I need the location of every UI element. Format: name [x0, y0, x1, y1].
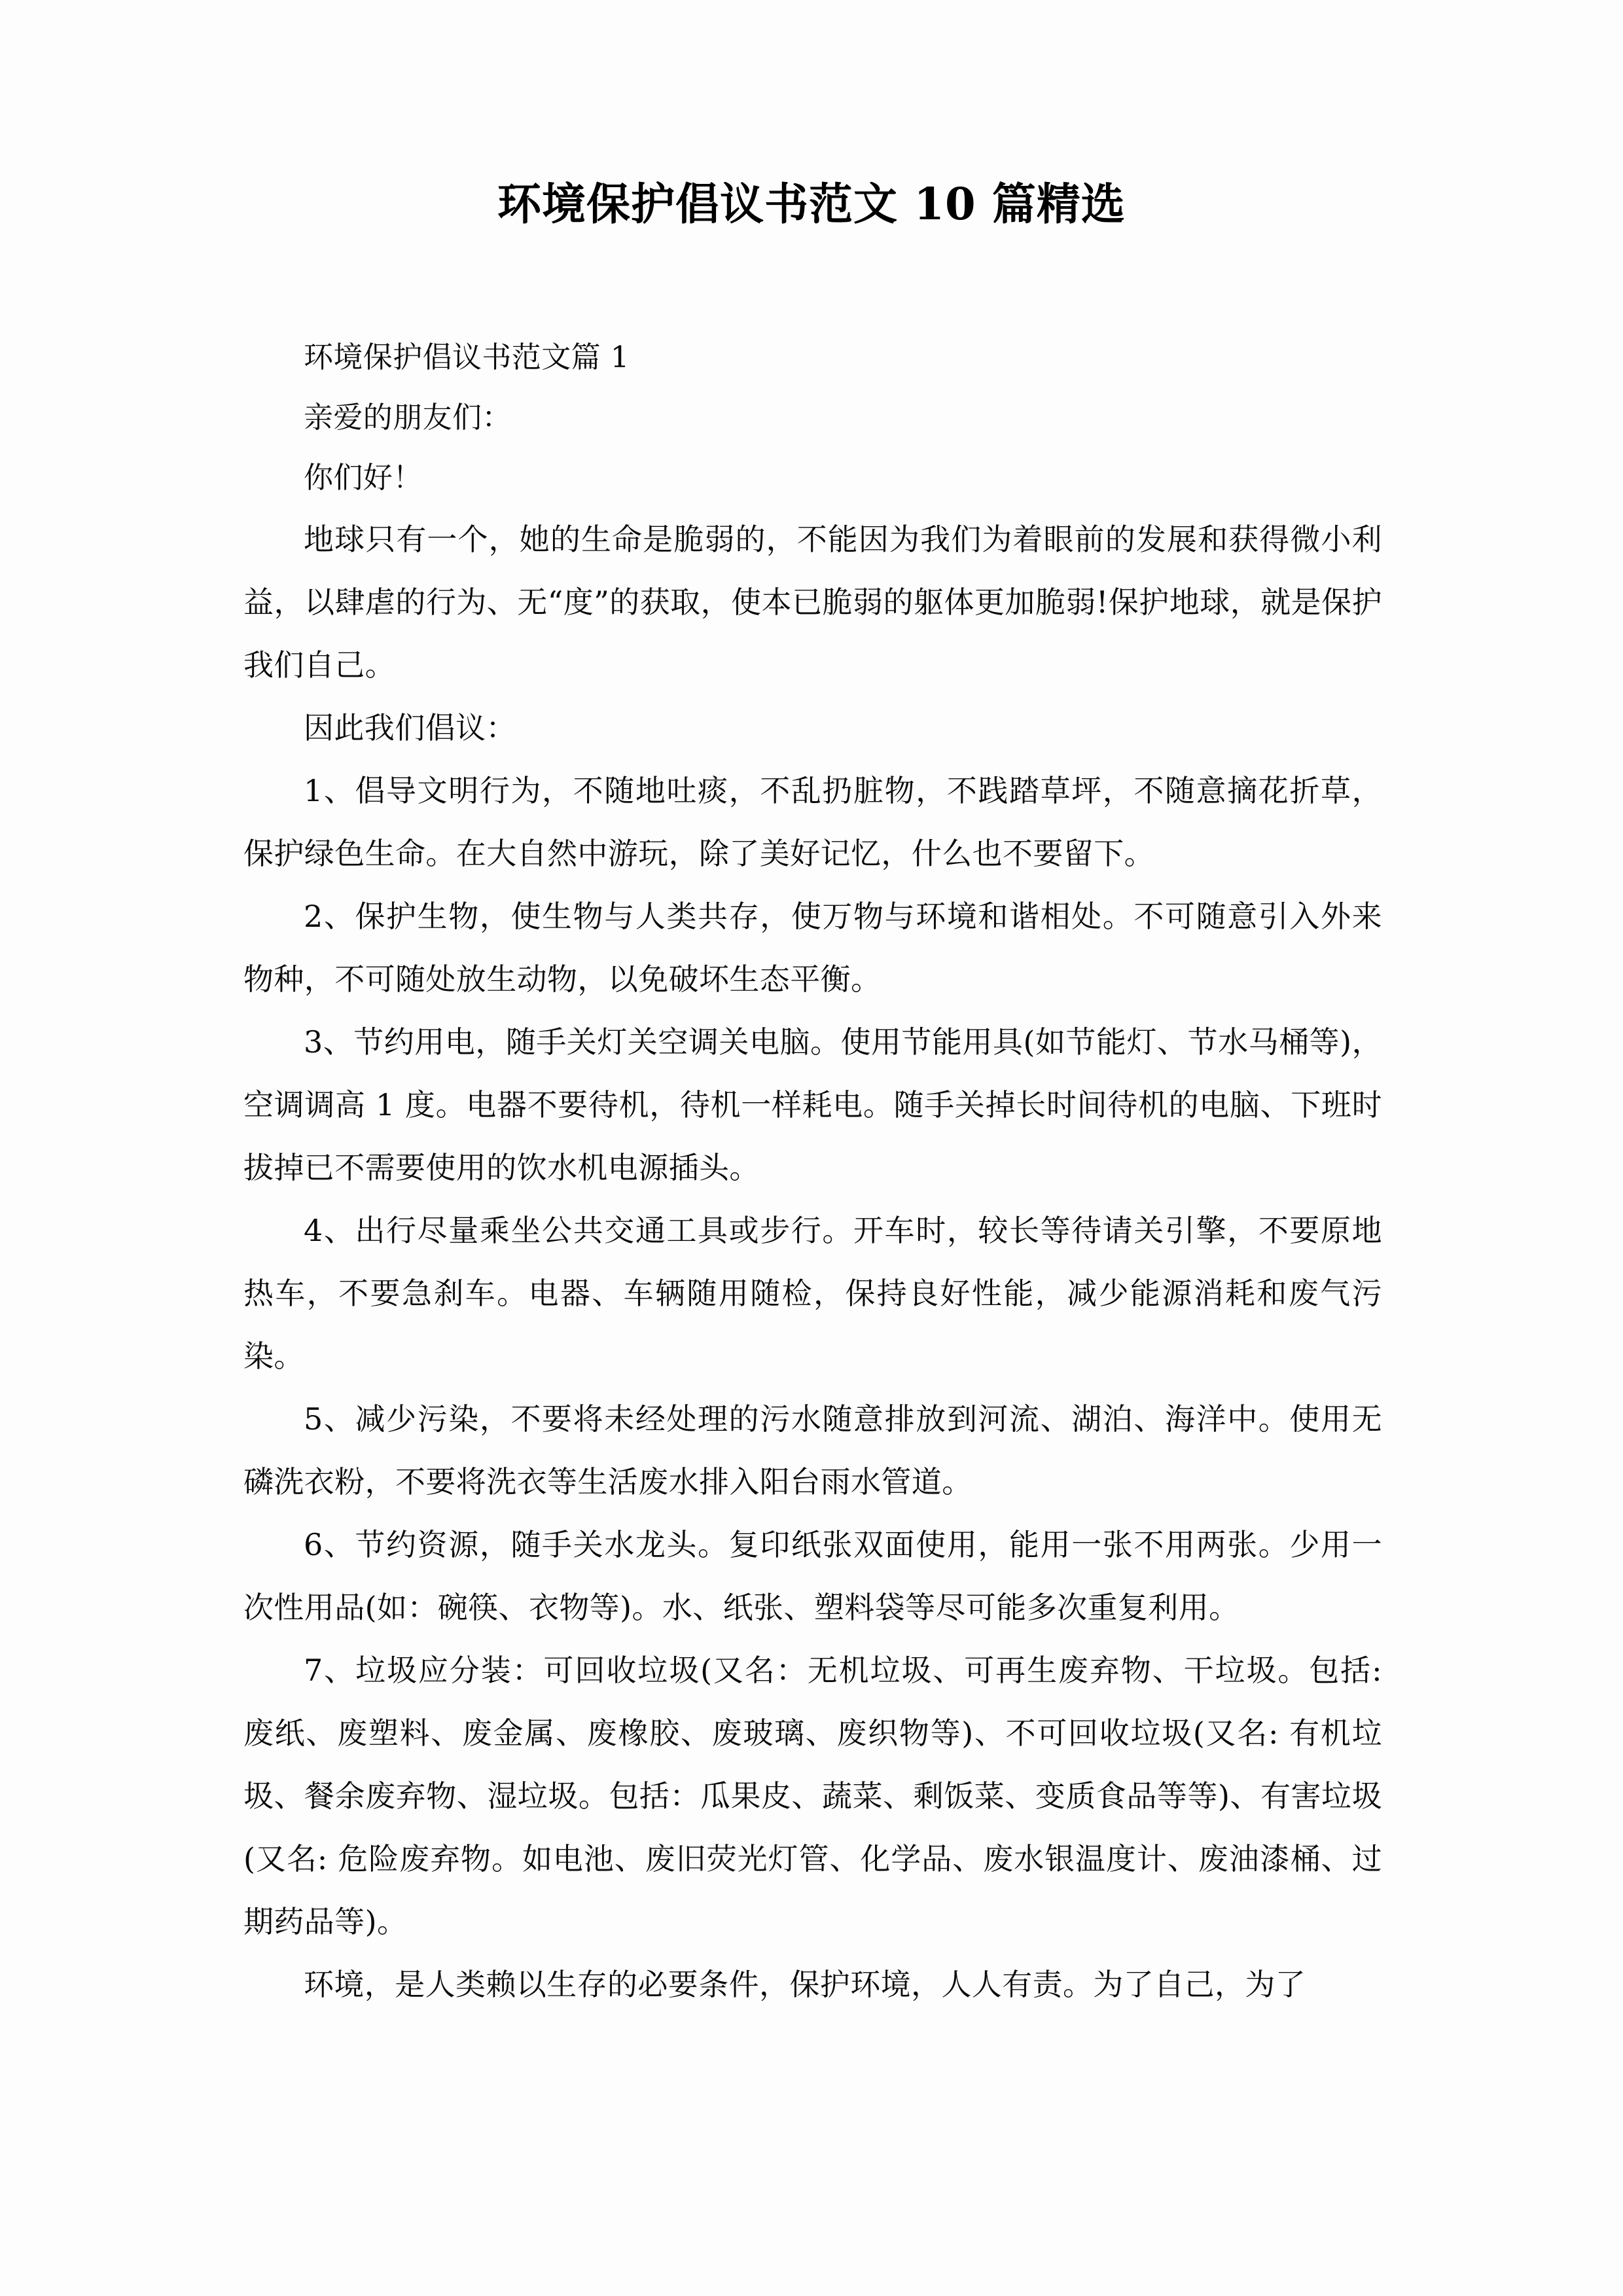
greeting: 你们好！	[304, 460, 423, 495]
proposal-item-1: 1、倡导文明行为，不随地吐痰，不乱扔脏物，不践踏草坪，不随意摘花折草，保护绿色生命。在大自然中游玩，除了美好记忆，什么也不要留下。	[243, 773, 1382, 871]
proposal-item-7: 7、垃圾应分装：可回收垃圾(又名：无机垃圾、可再生废弃物、干垃圾。包括: 废纸、废塑料、废金属、废橡胶、废玻璃、废织物等)、不可回收垃圾(又名: 有机垃圾、餐余废弃物、湿垃圾。包括：瓜果皮、蔬菜、剩饭菜、变质食品等等)、有害垃圾(又名: 危险废弃物。如电池、废旧荧光灯管、化学品、废水银温度计、废油漆桶、过期药品等)。	[243, 1653, 1382, 1939]
page-title: 环境保护倡议书范文 10 篇精选	[497, 178, 1126, 230]
paragraph-intro: 地球只有一个，她的生命是脆弱的，不能因为我们为着眼前的发展和获得微小利益，以肆虐的行为、无“度”的获取，使本已脆弱的躯体更加脆弱!保护地球，就是保护我们自己。	[243, 522, 1382, 683]
paragraph-call-to-action: 因此我们倡议：	[304, 710, 516, 745]
proposal-item-2: 2、保护生物，使生物与人类共存，使万物与环境和谐相处。不可随意引入外来物种，不可随处放生动物，以免破坏生态平衡。	[243, 899, 1382, 997]
salutation: 亲爱的朋友们：	[304, 400, 512, 435]
paragraph-closing: 环境，是人类赖以生存的必要条件，保护环境，人人有责。为了自己，为了	[304, 1967, 1306, 2002]
document-body	[243, 327, 1382, 2016]
proposal-item-3: 3、节约用电，随手关灯关空调关电脑。使用节能用具(如节能灯、节水马桶等)，空调调高 1 度。电器不要待机，待机一样耗电。随手关掉长时间待机的电脑、下班时拔掉已不需要使用的饮水机电源插头。	[243, 1024, 1382, 1185]
proposal-item-5: 5、减少污染，不要将未经处理的污水随意排放到河流、湖泊、海洋中。使用无磷洗衣粉，不要将洗衣等生活废水排入阳台雨水管道。	[243, 1401, 1382, 1499]
proposal-item-4: 4、出行尽量乘坐公共交通工具或步行。开车时，较长等待请关引擎，不要原地热车，不要急刹车。电器、车辆随用随检，保持良好性能，减少能源消耗和废气污染。	[243, 1213, 1382, 1374]
proposal-item-6: 6、节约资源，随手关水龙头。复印纸张双面使用，能用一张不用两张。少用一次性用品(如：碗筷、衣物等)。水、纸张、塑料袋等尽可能多次重复利用。	[243, 1527, 1382, 1625]
section-label: 环境保护倡议书范文篇 1	[304, 340, 630, 374]
